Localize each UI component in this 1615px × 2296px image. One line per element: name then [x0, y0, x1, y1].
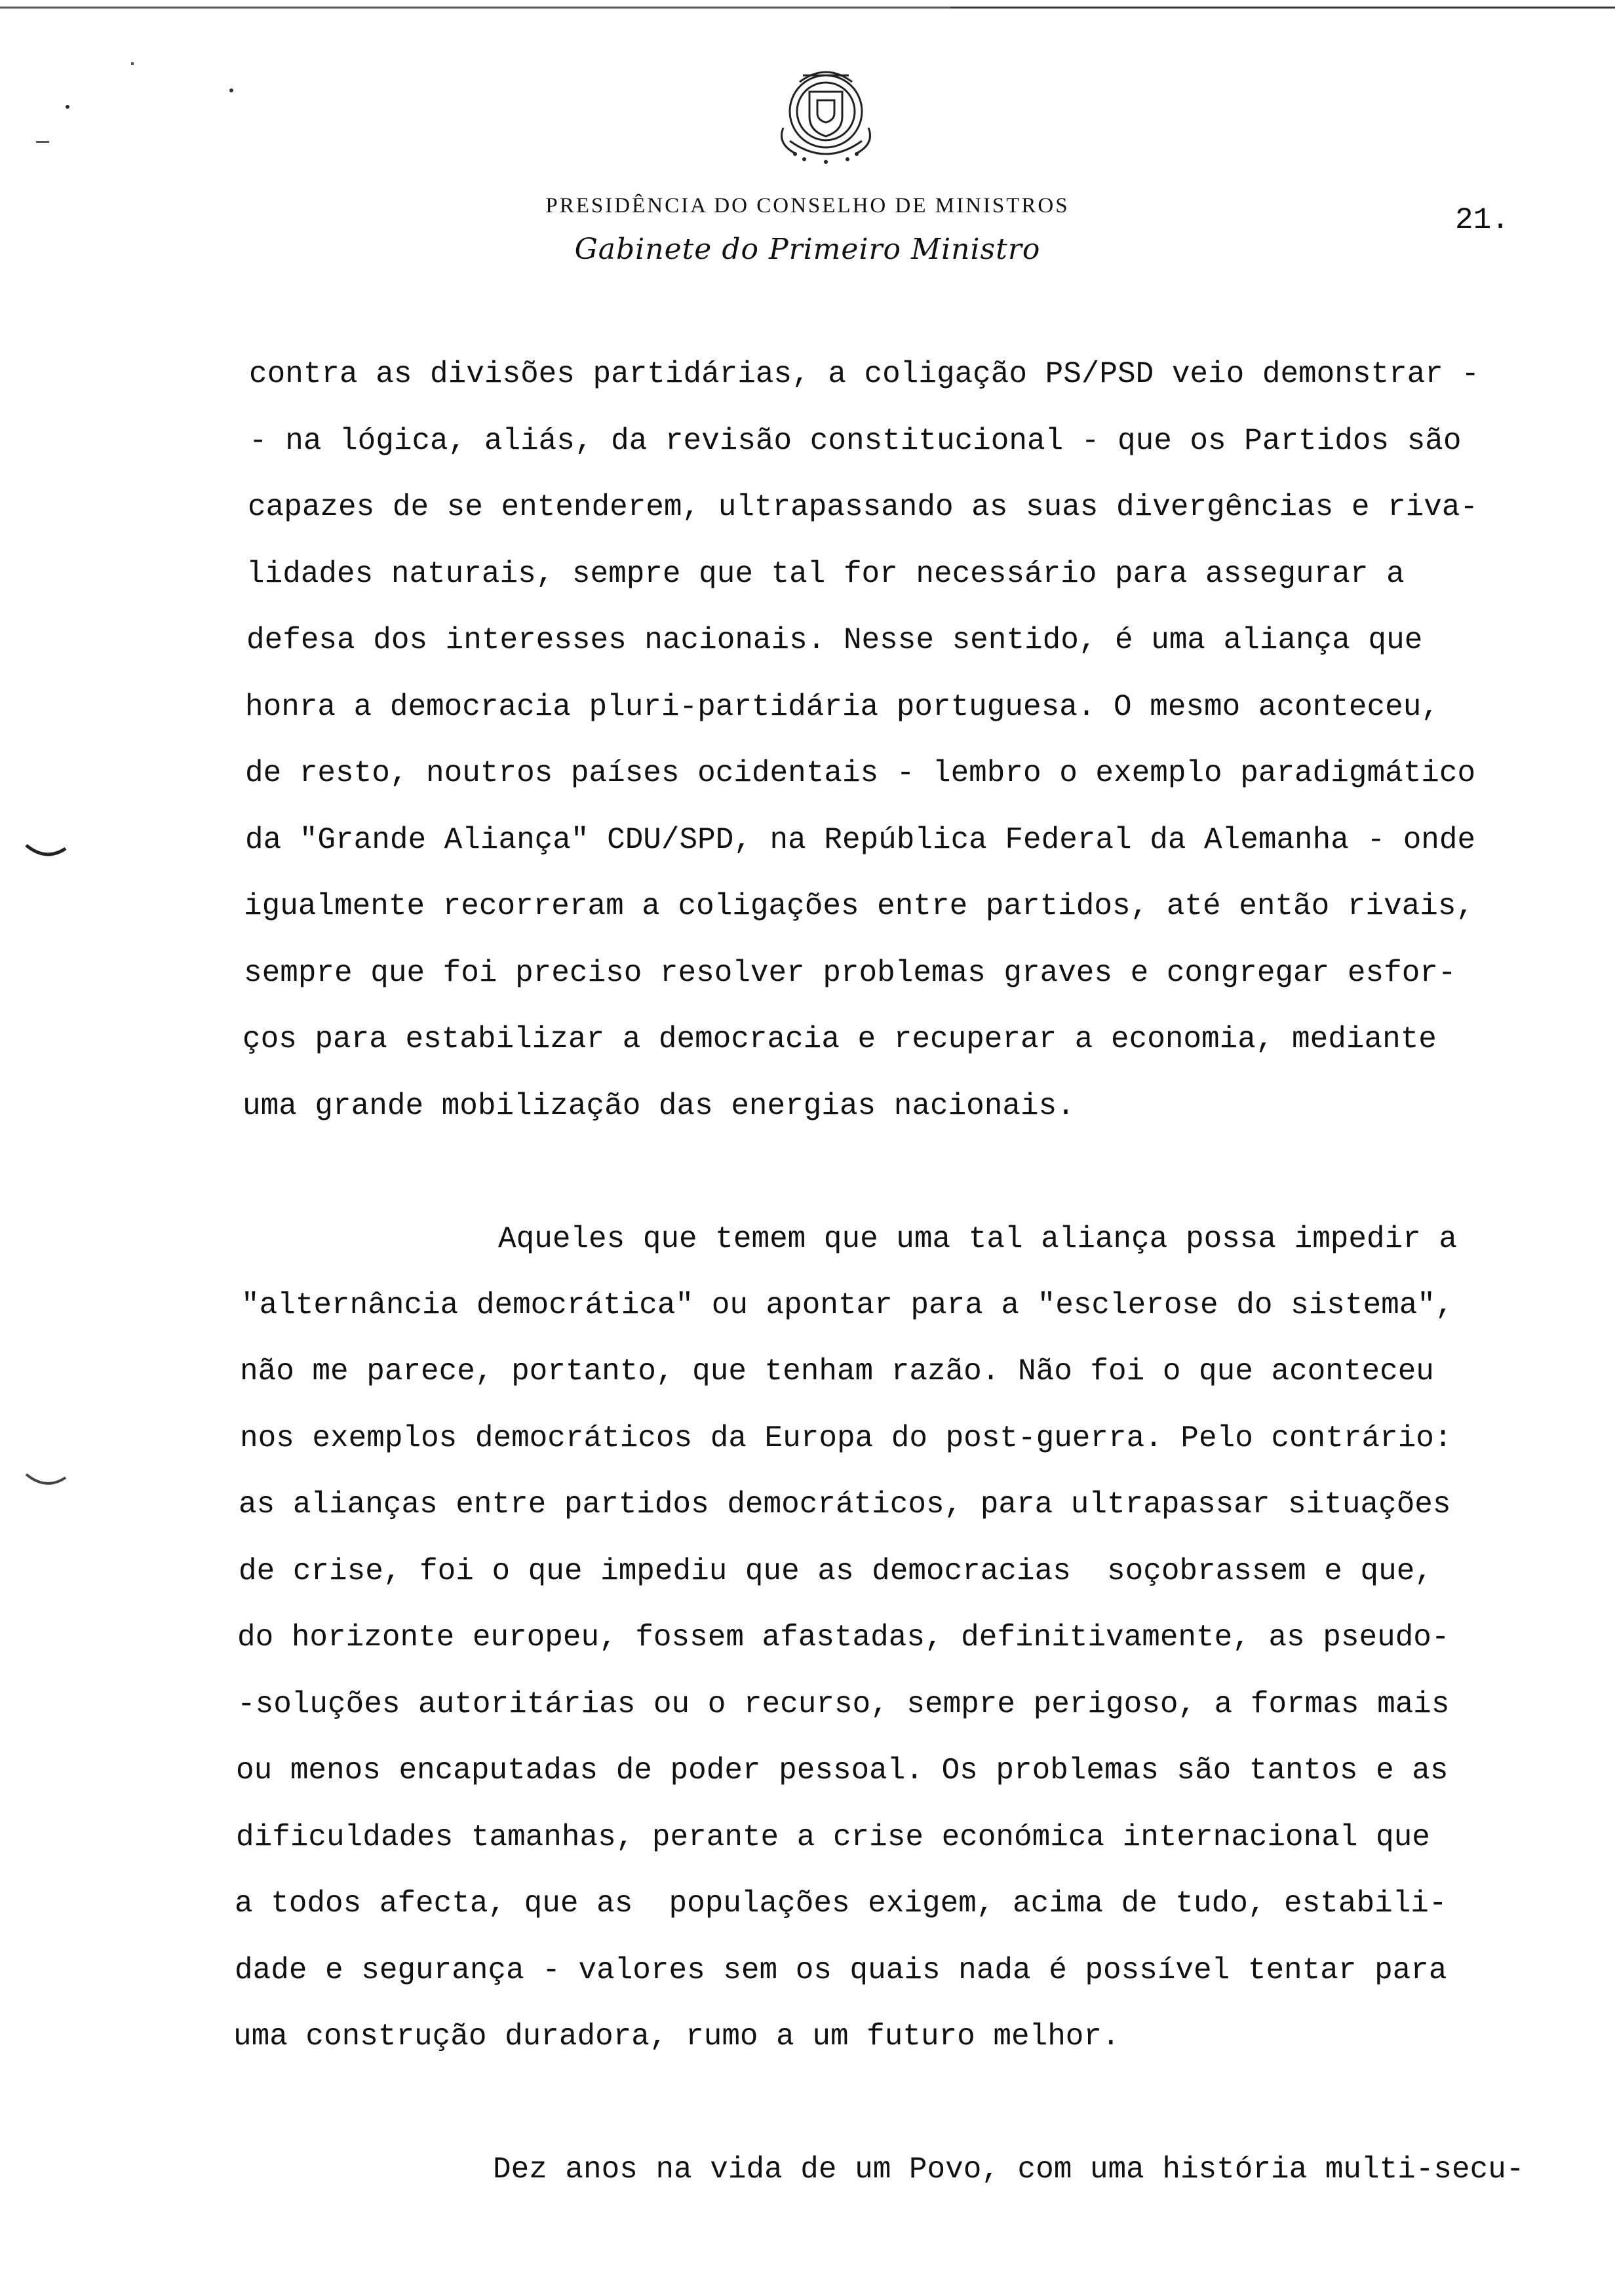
- text-line: Dez anos na vida de um Povo, com uma história multi-secu-: [493, 2152, 1525, 2187]
- text-line: uma grande mobilização das energias nacionais.: [243, 1089, 1075, 1123]
- coat-of-arms-icon: [764, 62, 888, 167]
- text-line: -soluções autoritárias ou o recurso, sempre perigoso, a formas mais: [237, 1687, 1450, 1721]
- text-line: "alternância democrática" ou apontar para a "esclerose do sistema",: [241, 1288, 1454, 1322]
- margin-dot: [131, 62, 134, 65]
- text-line: a todos afecta, que as populações exigem, acima de tudo, estabili-: [235, 1886, 1447, 1921]
- text-line: de resto, noutros países ocidentais - lembro o exemplo paradigmático: [245, 756, 1476, 790]
- text-line: nos exemplos democráticos da Europa do post-guerra. Pelo contrário:: [240, 1421, 1452, 1455]
- text-line: lidades naturais, sempre que tal for necessário para assegurar a: [246, 557, 1405, 591]
- office-header: PRESIDÊNCIA DO CONSELHO DE MINISTROS: [545, 194, 1070, 218]
- text-line: de crise, foi o que impediu que as democracias soçobrassem e que,: [239, 1554, 1433, 1588]
- margin-dot: [229, 88, 233, 92]
- text-line: não me parece, portanto, que tenham razão. Não foi o que aconteceu: [240, 1354, 1434, 1388]
- text-line: dificuldades tamanhas, perante a crise económica internacional que: [236, 1820, 1430, 1854]
- text-line: igualmente recorreram a coligações entre partidos, até então rivais,: [244, 889, 1475, 923]
- text-line: contra as divisões partidárias, a coligação PS/PSD veio demonstrar -: [249, 357, 1480, 391]
- text-line: ços para estabilizar a democracia e recuperar a economia, mediante: [243, 1022, 1437, 1056]
- top-border-dark: [950, 7, 1615, 9]
- margin-mark: [20, 1468, 79, 1494]
- text-line: capazes de se entenderem, ultrapassando as suas divergências e riva-: [248, 490, 1479, 524]
- text-line: Aqueles que temem que uma tal aliança possa impedir a: [498, 1222, 1458, 1256]
- text-line: uma construção duradora, rumo a um futuro melhor.: [233, 2019, 1120, 2054]
- margin-mark: [20, 839, 79, 865]
- text-line: honra a democracia pluri-partidária portuguesa. O mesmo aconteceu,: [245, 690, 1439, 724]
- text-line: do horizonte europeu, fossem afastadas, definitivamente, as pseudo-: [237, 1620, 1450, 1655]
- page-number: 21.: [1455, 203, 1509, 237]
- text-line: dade e segurança - valores sem os quais nada é possível tentar para: [235, 1953, 1447, 1987]
- text-line: da "Grande Aliança" CDU/SPD, na República Federal da Alemanha - onde: [245, 823, 1476, 857]
- text-line: - na lógica, aliás, da revisão constitucional - que os Partidos são: [249, 424, 1462, 458]
- margin-dash: [36, 141, 49, 143]
- text-line: ou menos encaputadas de poder pessoal. Os problemas são tantos e as: [236, 1753, 1449, 1788]
- text-line: as alianças entre partidos democráticos, para ultrapassar situações: [239, 1487, 1451, 1521]
- cabinet-subheader: Gabinete do Primeiro Ministro: [574, 233, 1041, 266]
- text-line: defesa dos interesses nacionais. Nesse sentido, é uma aliança que: [246, 623, 1423, 657]
- margin-dot: [66, 105, 69, 109]
- text-line: sempre que foi preciso resolver problemas graves e congregar esfor-: [244, 956, 1456, 990]
